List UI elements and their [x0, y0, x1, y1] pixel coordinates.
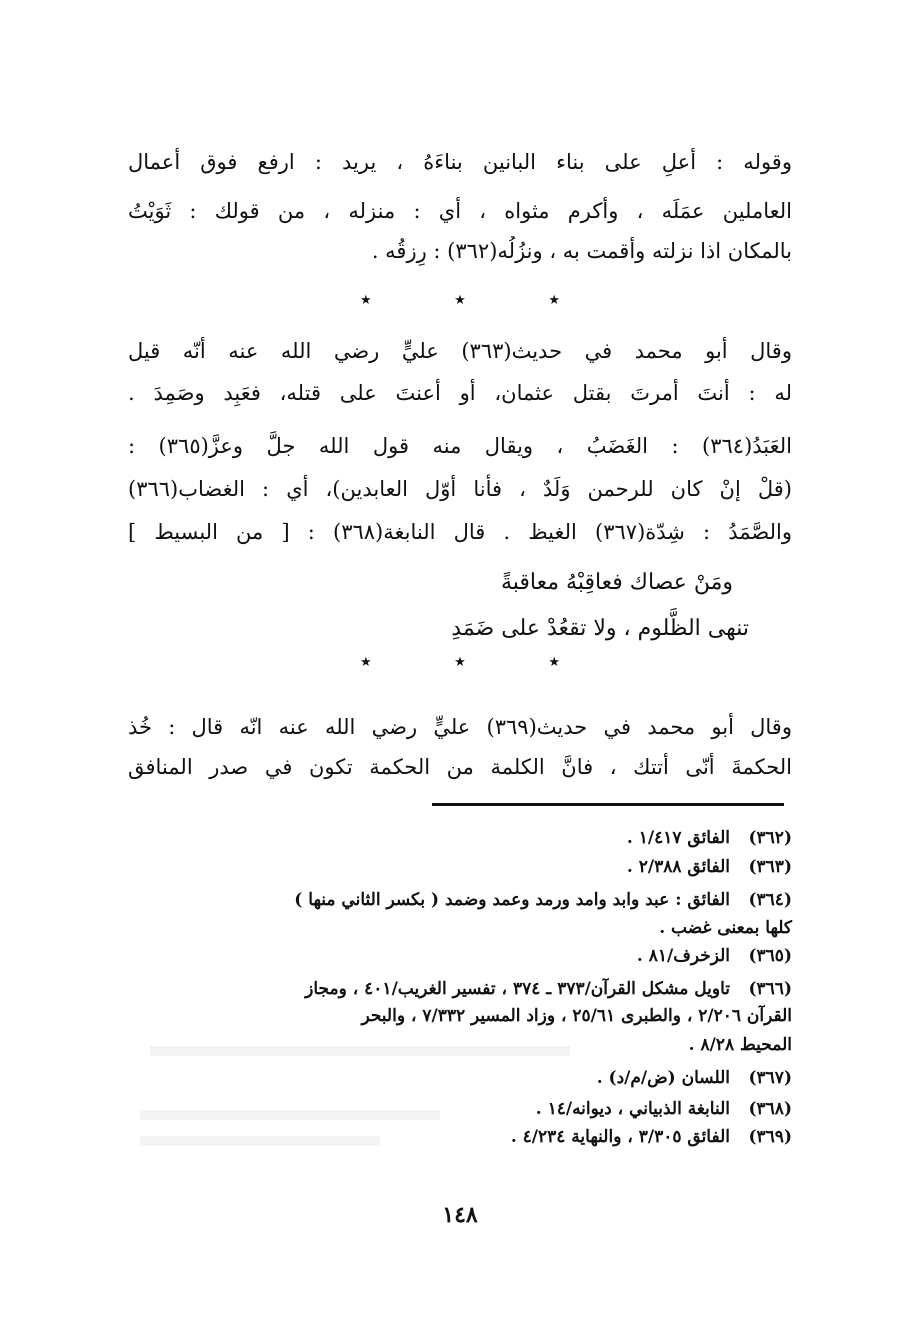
footnote-text: الفائق ٣/٣٠٥ ، والنهاية ٤/٢٣٤ . [510, 1127, 730, 1147]
star-icon: ★ [454, 292, 466, 308]
body-line: بالمكان اذا نزلته وأقمت به ، ونزُلُه(٣٦٢) : رِزقُه . [371, 239, 792, 263]
footnote-number: (٣٦٥) [748, 946, 792, 966]
footnote-text: الفائق ٢/٣٨٨ . [626, 857, 730, 877]
footnote [128, 943, 792, 969]
footnote-continuation: المحيط ٨/٢٨ . [688, 1035, 792, 1055]
footnote [128, 1065, 792, 1091]
footnote [128, 976, 792, 1002]
body-line: والصَّمَدُ : شِدّة(٣٦٧) الغيظ . قال النابغة(٣٦٨) : [ من البسيط ] [128, 520, 792, 544]
footnote-text: الفائق : عبد وابد وامد ورمد وعمد وضمد ( بكسر الثاني منها ) [294, 890, 730, 910]
footnote-divider [432, 803, 784, 806]
star-icon: ★ [548, 292, 560, 308]
section-separator [360, 288, 560, 312]
footnote-number: (٣٦٤) [748, 890, 792, 910]
footnote-continuation: القرآن ٢/٢٠٦ ، والطبرى ٢٥/٦١ ، وزاد المسير ٧/٣٣٢ ، والبحر [361, 1006, 792, 1026]
footnote [128, 887, 792, 913]
footnote-number: (٣٦٩) [748, 1127, 792, 1147]
star-icon: ★ [454, 654, 466, 670]
footnote [128, 1124, 792, 1150]
footnote-text: اللسان (ض/م/د) . [596, 1068, 730, 1088]
footnote-text: تاويل مشكل القرآن/٣٧٣ ـ ٣٧٤ ، تفسير الغريب/٤٠١ ، ومجاز [305, 979, 730, 999]
body-line: العَبَدُ(٣٦٤) : الغَضَبُ ، ويقال منه قول الله جلَّ وعزَّ(٣٦٥) : [128, 434, 792, 458]
body-line: الحكمةَ أنّى أتتك ، فانَّ الكلمة من الحكمة تكون في صدر المنافق [128, 755, 792, 779]
footnote-text: الزخرف/٨١ . [636, 946, 730, 966]
star-icon: ★ [548, 654, 560, 670]
page-number: ١٤٨ [442, 1202, 478, 1228]
body-line: العاملين عمَلَه ، وأكرم مثواه ، أي : منزله ، من قولك : ثَوَيْتُ [128, 199, 792, 223]
footnote [128, 825, 792, 851]
star-icon: ★ [360, 654, 372, 670]
footnote [128, 854, 792, 880]
footnote-continuation: كلها بمعنى غضب . [659, 918, 792, 938]
body-line: له : أنتَ أمرتَ بقتل عثمان، أو أعنتَ على قتله، فعَبِد وصَمِدَ . [128, 381, 792, 405]
body-line: وقوله : أعلِ على بناء البانين بناءَهُ ، يريد : ارفع فوق أعمال [128, 150, 792, 174]
footnote-number: (٣٦٣) [748, 857, 792, 877]
star-icon: ★ [360, 292, 372, 308]
body-line: (قلْ إنْ كان للرحمن وَلَدٌ ، فأنا أوّل العابدين)، أي : الغضاب(٣٦٦) [128, 477, 792, 501]
footnote [128, 1096, 792, 1122]
footnote-number: (٣٦٢) [748, 828, 792, 848]
footnote-number: (٣٦٨) [748, 1099, 792, 1119]
footnote-text: الفائق ١/٤١٧ . [626, 828, 730, 848]
body-line: وقال أبو محمد في حديث(٣٦٩) عليٍّ رضي الله عنه انّه قال : خُذ [128, 715, 792, 739]
footnote-number: (٣٦٦) [748, 979, 792, 999]
body-line: وقال أبو محمد في حديث(٣٦٣) عليٍّ رضي الله عنه أنّه قيل [128, 339, 792, 363]
verse-line: تنهى الظَّلوم ، ولا تقعُدْ على ضَمَدِ [451, 616, 749, 641]
section-separator [360, 650, 560, 674]
footnote-number: (٣٦٧) [748, 1068, 792, 1088]
verse-line: ومَنْ عصاك فعاقِبْهُ معاقبةً [500, 570, 733, 595]
footnote-text: النابغة الذبياني ، ديوانه/١٤ . [535, 1099, 730, 1119]
